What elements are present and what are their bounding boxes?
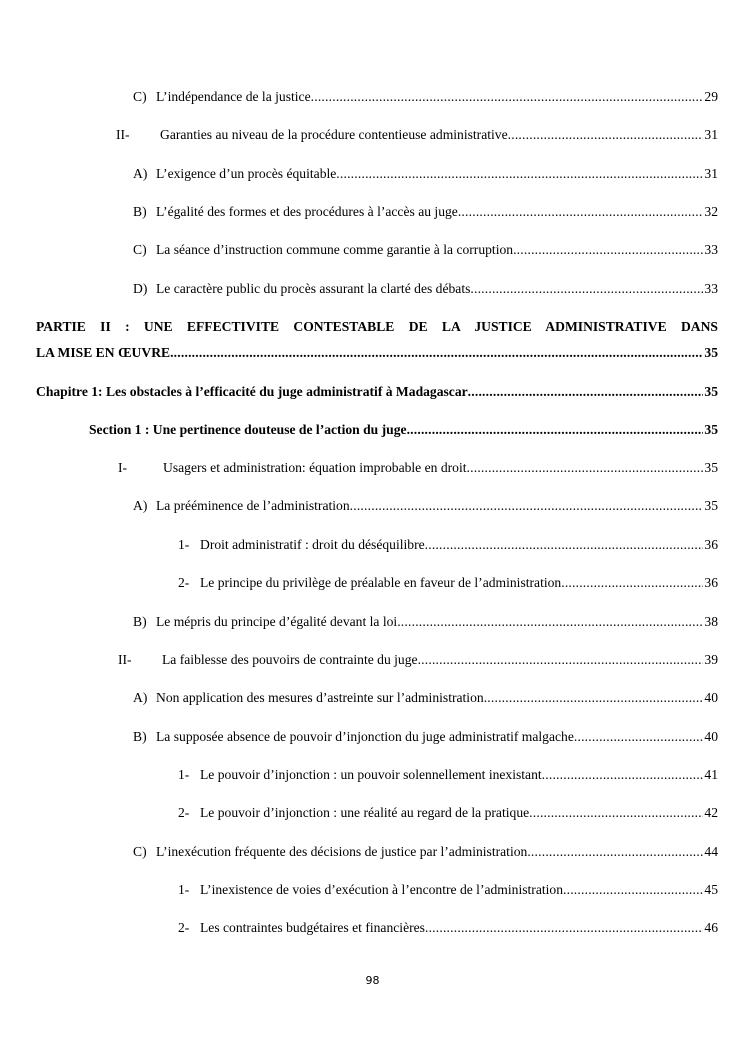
toc-page-number: 31 — [704, 166, 718, 181]
dot-leader — [425, 535, 704, 555]
toc-entry[interactable] — [133, 279, 718, 299]
dot-leader — [529, 803, 703, 823]
toc-page-number: 31 — [704, 127, 718, 142]
dot-leader — [542, 765, 704, 785]
toc-entry[interactable] — [178, 535, 718, 555]
toc-entry-number: II- — [116, 127, 130, 142]
toc-page-number: 38 — [704, 614, 718, 629]
toc-entry-title: Garanties au niveau de la procédure contentieuse administrative — [160, 127, 508, 142]
toc-entry[interactable] — [133, 87, 718, 107]
dot-leader — [467, 458, 704, 478]
toc-entry-number: A) — [133, 166, 148, 181]
toc-entry-title: La supposée absence de pouvoir d’injonction du juge administratif malgache — [156, 729, 574, 744]
toc-entry-number: C) — [133, 89, 147, 104]
dot-leader — [336, 164, 703, 184]
toc-entry-number: C) — [133, 844, 147, 859]
toc-page-number: 40 — [704, 690, 718, 705]
toc-page-number: 33 — [704, 242, 718, 257]
dot-leader — [418, 650, 704, 670]
part-heading[interactable] — [36, 317, 718, 337]
toc-entry-title: L’égalité des formes et des procédures à l’accès au juge — [156, 204, 458, 219]
toc-page-number: 33 — [704, 281, 718, 296]
toc-entry[interactable] — [116, 125, 718, 145]
dot-leader — [561, 573, 703, 593]
toc-page-number: 46 — [704, 920, 718, 935]
toc-entry-number: 2- — [178, 920, 190, 935]
toc-entry[interactable] — [118, 650, 718, 670]
toc-entry-number: 1- — [178, 767, 190, 782]
toc-entry-number: II- — [118, 652, 132, 667]
toc-entry-number: 1- — [178, 537, 190, 552]
toc-entry[interactable] — [133, 240, 718, 260]
toc-entry-title: Usagers et administration: équation improbable en droit — [163, 460, 467, 475]
toc-entry-number: D) — [133, 281, 148, 296]
dot-leader — [470, 279, 703, 299]
toc-entry[interactable] — [133, 202, 718, 222]
toc-entry-title: Section 1 : Une pertinence douteuse de l’action du juge — [89, 422, 407, 437]
toc-entry-number: B) — [133, 614, 147, 629]
toc-page-number: 35 — [704, 345, 718, 360]
toc-entry-title: L’inexécution fréquente des décisions de justice par l’administration — [156, 844, 528, 859]
toc-entry[interactable] — [178, 803, 718, 823]
toc-page-number: 39 — [704, 652, 718, 667]
dot-leader — [311, 87, 704, 107]
toc-entry[interactable] — [133, 496, 718, 516]
part-heading-line-1: PARTIE II : UNE EFFECTIVITE CONTESTABLE DE LA JUSTICE ADMINISTRATIVE DANS — [36, 319, 718, 334]
toc-entry-title: Droit administratif : droit du déséquilibre — [200, 537, 425, 552]
toc-page-number: 35 — [704, 422, 718, 437]
toc-entry-title: Le pouvoir d’injonction : un pouvoir solennellement inexistant — [200, 767, 542, 782]
toc-entry-title: L’exigence d’un procès équitable — [156, 166, 337, 181]
toc-entry-number: I- — [118, 460, 128, 475]
dot-leader — [484, 688, 704, 708]
dot-leader — [508, 125, 704, 145]
toc-entry[interactable] — [178, 918, 718, 938]
toc-entry-title: Le principe du privilège de préalable en faveur de l’administration — [200, 575, 562, 590]
dot-leader — [574, 727, 704, 747]
toc-entry[interactable] — [36, 343, 718, 363]
toc-entry-title: L’indépendance de la justice — [156, 89, 311, 104]
toc-page-number: 35 — [704, 384, 718, 399]
toc-entry-title: Chapitre 1: Les obstacles à l’efficacité du juge administratif à Madagascar — [36, 384, 468, 399]
toc-entry-number: C) — [133, 242, 147, 257]
toc-page-number: 45 — [704, 882, 718, 897]
toc-entry-title: La prééminence de l’administration — [156, 498, 350, 513]
toc-entry-title: L’inexistence de voies d’exécution à l’encontre de l’administration — [200, 882, 564, 897]
dot-leader — [563, 880, 703, 900]
toc-entry-title: Non application des mesures d’astreinte sur l’administration — [156, 690, 484, 705]
toc-page-number: 44 — [704, 844, 718, 859]
toc-entry[interactable] — [118, 458, 718, 478]
toc-entry[interactable] — [133, 842, 718, 862]
toc-page-number: 36 — [704, 575, 718, 590]
dot-leader — [458, 202, 704, 222]
toc-entry-number: A) — [133, 498, 148, 513]
dot-leader — [407, 420, 704, 440]
toc-entry[interactable] — [133, 688, 718, 708]
toc-page-number: 35 — [704, 498, 718, 513]
page-footer-number: 98 — [365, 974, 380, 987]
toc-page-number: 41 — [704, 767, 718, 782]
dot-leader — [513, 240, 703, 260]
toc-entry-number: 1- — [178, 882, 190, 897]
dot-leader — [527, 842, 703, 862]
toc-entry-title: La faiblesse des pouvoirs de contrainte du juge — [162, 652, 418, 667]
dot-leader — [350, 496, 704, 516]
toc-entry-title: Le mépris du principe d’égalité devant la loi — [156, 614, 398, 629]
dot-leader — [425, 918, 703, 938]
toc-entry[interactable] — [178, 880, 718, 900]
dot-leader — [468, 382, 704, 402]
dot-leader — [170, 343, 703, 363]
toc-entry[interactable] — [178, 765, 718, 785]
toc-page-number: 29 — [704, 89, 718, 104]
toc-entry-number: 2- — [178, 805, 190, 820]
toc-page-number: 36 — [704, 537, 718, 552]
toc-page-number: 40 — [704, 729, 718, 744]
toc-page-number: 42 — [704, 805, 718, 820]
toc-entry-number: 2- — [178, 575, 190, 590]
toc-entry-title: Le pouvoir d’injonction : une réalité au regard de la pratique — [200, 805, 530, 820]
toc-entry-number: A) — [133, 690, 148, 705]
toc-entry-title: LA MISE EN ŒUVRE — [36, 345, 171, 360]
dot-leader — [397, 612, 703, 632]
toc-entry[interactable] — [133, 164, 718, 184]
toc-entry-title: Les contraintes budgétaires et financières — [200, 920, 425, 935]
toc-page-number: 35 — [704, 460, 718, 475]
toc-entry-title: La séance d’instruction commune comme garantie à la corruption — [156, 242, 514, 257]
toc-entry[interactable] — [178, 573, 718, 593]
toc-entry-title: Le caractère public du procès assurant la clarté des débats — [156, 281, 471, 296]
toc-entry[interactable] — [36, 382, 718, 402]
toc-page-number: 32 — [704, 204, 718, 219]
toc-entry[interactable] — [133, 612, 718, 632]
toc-entry[interactable] — [89, 420, 718, 440]
toc-entry-number: B) — [133, 729, 147, 744]
toc-entry[interactable] — [133, 727, 718, 747]
toc-entry-number: B) — [133, 204, 147, 219]
